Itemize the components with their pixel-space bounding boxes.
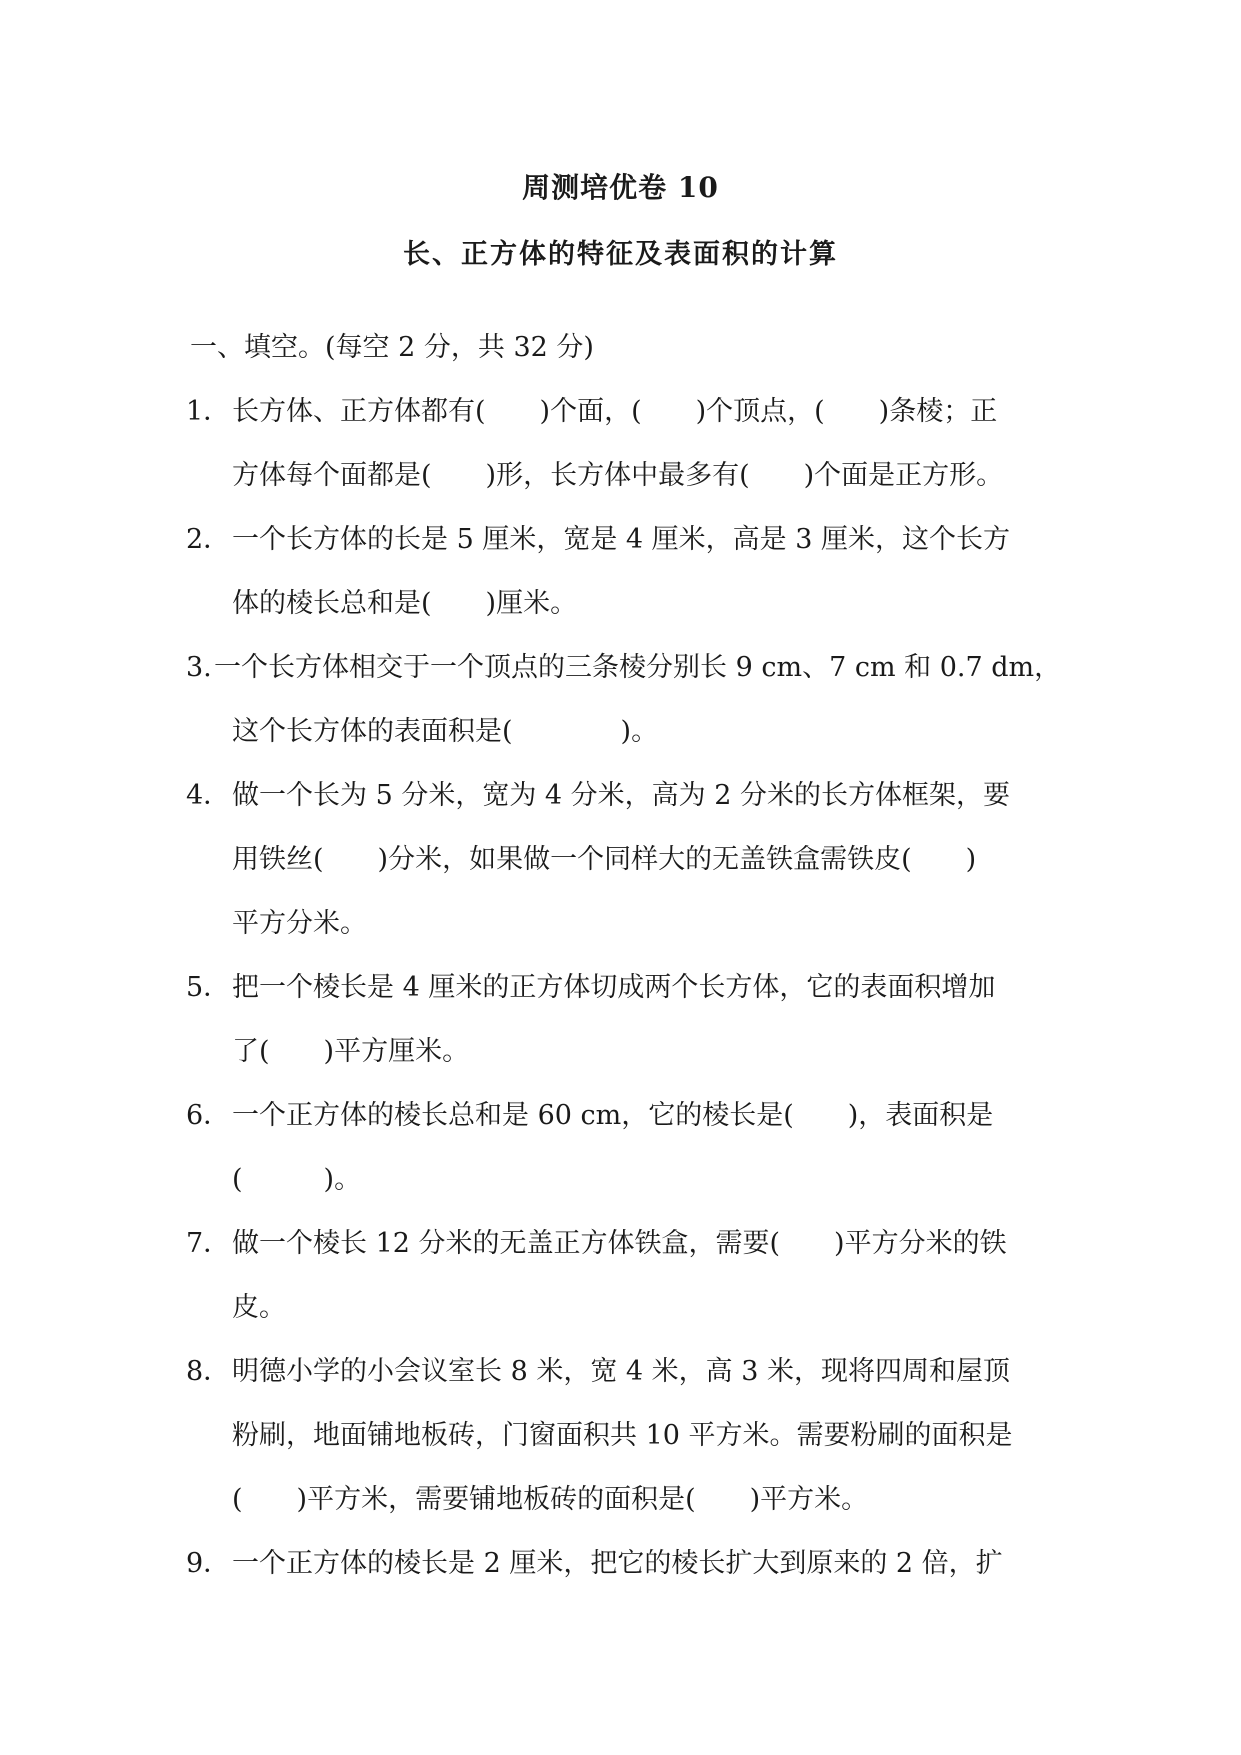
question-6-line-1: 一个正方体的棱长总和是 60 cm，它的棱长是( )，表面积是 (232, 1100, 994, 1131)
question-9-number: 9． (186, 1548, 231, 1579)
question-6-line-2: ( )。 (232, 1164, 362, 1195)
question-2-line-2: 体的棱长总和是( )厘米。 (232, 588, 578, 619)
question-7-number: 7． (186, 1228, 231, 1259)
question-5-line-2: 了( )平方厘米。 (232, 1036, 470, 1067)
worksheet-title: 周测培优卷 10 (522, 171, 719, 204)
question-8-number: 8． (186, 1356, 231, 1387)
question-8-line-1: 明德小学的小会议室长 8 米，宽 4 米，高 3 米，现将四周和屋顶 (232, 1356, 1011, 1387)
question-1-line-1: 长方体、正方体都有( )个面，( )个顶点，( )条棱；正 (232, 396, 998, 427)
question-7-line-1: 做一个棱长 12 分米的无盖正方体铁盒，需要( )平方分米的铁 (232, 1228, 1007, 1259)
question-9-line-1: 一个正方体的棱长是 2 厘米，把它的棱长扩大到原来的 2 倍，扩 (232, 1548, 1003, 1579)
question-3-number: 3. (186, 652, 212, 683)
question-4-line-3: 平方分米。 (232, 908, 367, 939)
question-2-line-1: 一个长方体的长是 5 厘米，宽是 4 厘米，高是 3 厘米，这个长方 (232, 524, 1011, 555)
question-4-number: 4． (186, 780, 231, 811)
question-3-line-2: 这个长方体的表面积是( )。 (232, 716, 659, 747)
question-1-line-2: 方体每个面都是( )形，长方体中最多有( )个面是正方形。 (232, 460, 1004, 491)
question-1-number: 1． (186, 396, 231, 427)
question-2-number: 2． (186, 524, 231, 555)
question-4-line-1: 做一个长为 5 分米，宽为 4 分米，高为 2 分米的长方体框架，要 (232, 780, 1011, 811)
question-4-line-2: 用铁丝( )分米，如果做一个同样大的无盖铁盒需铁皮( ) (232, 844, 977, 875)
question-5-line-1: 把一个棱长是 4 厘米的正方体切成两个长方体，它的表面积增加 (232, 972, 996, 1003)
question-7-line-2: 皮。 (232, 1292, 286, 1323)
section-heading: 一、填空。(每空 2 分，共 32 分) (190, 332, 594, 363)
question-5-number: 5． (186, 972, 231, 1003)
question-8-line-2: 粉刷，地面铺地板砖，门窗面积共 10 平方米。需要粉刷的面积是 (232, 1420, 1013, 1451)
question-6-number: 6． (186, 1100, 231, 1131)
worksheet-subtitle: 长、正方体的特征及表面积的计算 (403, 239, 838, 270)
question-3-line-1: 一个长方体相交于一个顶点的三条棱分别长 9 cm、7 cm 和 0.7 dm， (214, 652, 1062, 683)
question-8-line-3: ( )平方米，需要铺地板砖的面积是( )平方米。 (232, 1484, 869, 1515)
